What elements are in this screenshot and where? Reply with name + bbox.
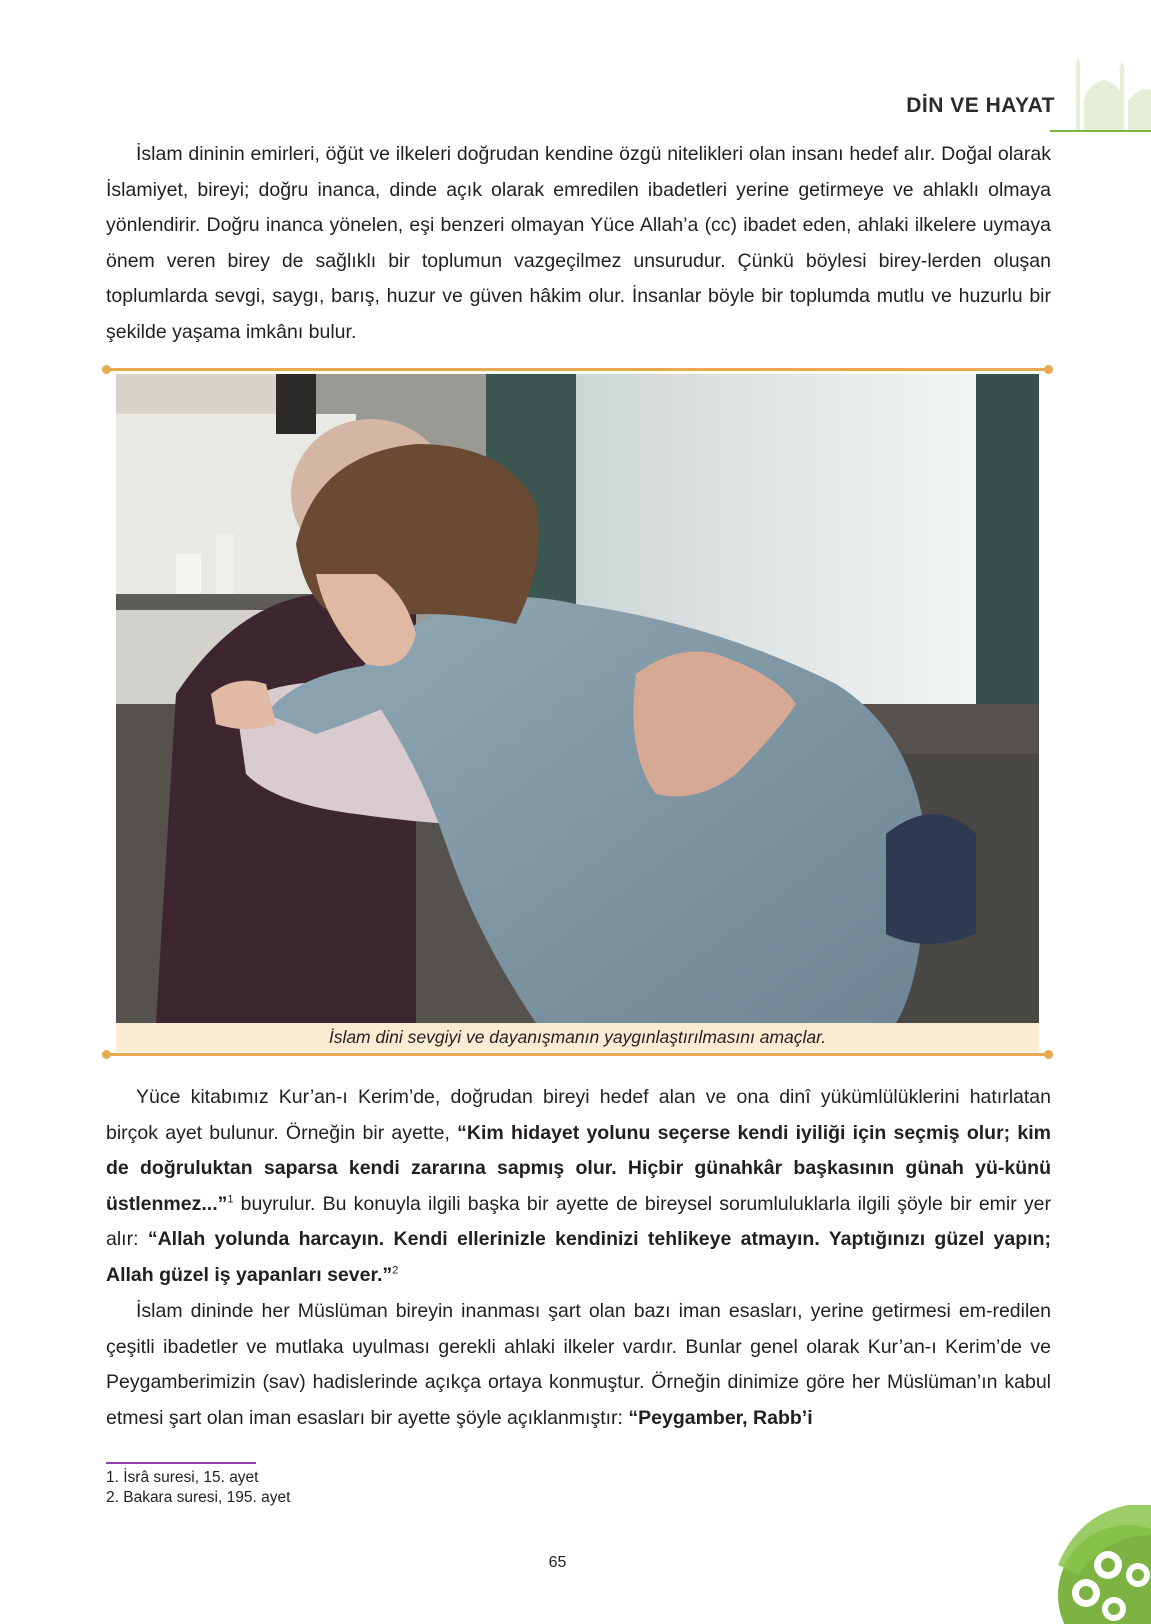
body-paragraph-3 xyxy=(106,1294,1051,1436)
page-number: 65 xyxy=(548,1554,567,1571)
paragraph-3-text: İslam dininde her Müslüman bireyin inanması şart olan bazı iman esasları, yerine getirmesi em-redilen çeşitli ibadetler ve mutlaka uyulması gerekli ahlaki ilkeler vardır. Bunlar genel olarak Kur’an-ı Kerim’de ve Peygamberimizin (sav) hadislerinde açıkça ortaya konmuştur. Örneğin dinimize göre her Müslüman’ın kabul etmesi şart olan iman esasları bir ayette şöyle açıklanmıştır: xyxy=(106,1300,1051,1429)
footnote-ref-1: 1 xyxy=(227,1193,234,1206)
frame-dot xyxy=(1044,365,1053,374)
footnote-2: 2. Bakara suresi, 195. ayet xyxy=(106,1489,291,1506)
footnote-1: 1. İsrâ suresi, 15. ayet xyxy=(106,1469,259,1486)
photo-hug-grandfather-boy xyxy=(116,374,1039,1023)
footnote-rule xyxy=(106,1462,256,1464)
flower-ornament-icon xyxy=(1038,1505,1151,1624)
footnote-ref-2: 2 xyxy=(392,1264,399,1277)
frame-dot xyxy=(102,1050,111,1059)
photo-illustration xyxy=(116,374,1039,1023)
verse-quote-2: “Allah yolunda harcayın. Kendi ellerinizle kendinizi tehlikeye atmayın. Yaptığınızı güzel yapın; Allah güzel iş yapanları sever.” xyxy=(106,1228,1051,1286)
body-paragraph-2 xyxy=(106,1080,1051,1294)
photo-figure xyxy=(106,368,1049,1058)
frame-top-line xyxy=(106,368,1049,371)
verse-quote-3: “Peygamber, Rabb’i xyxy=(628,1406,813,1429)
frame-bottom-line xyxy=(106,1053,1049,1056)
frame-dot xyxy=(102,365,111,374)
body-paragraph-1: İslam dininin emirleri, öğüt ve ilkeleri doğrudan kendine özgü nitelikleri olan insanı hedef alır. Doğal olarak İslamiyet, bireyi; doğru inanca, dinde açık olarak emredilen ibadetleri yerine getirmeye ve ahlaklı olmaya yönlendirir. Doğru inanca yönelen, eşi benzeri olmayan Yüce Allah’a (cc) ibadet eden, ahlaki ilkelere uymaya önem veren birey de sağlıklı bir toplumun vazgeçilmez unsurudur. Çünkü böylesi birey-lerden oluşan toplumlarda sevgi, saygı, barış, huzur ve güven hâkim olur. İnsanlar böyle bir toplumda mutlu ve huzurlu bir şekilde yaşama imkânı bulur. xyxy=(106,143,1051,343)
paragraph-2-middle: buyrulur. Bu konuyla ilgili başka bir ayette de bireysel sorumluluklarla ilgili şöyle bir emir yer alır: xyxy=(106,1192,1051,1251)
footnotes xyxy=(106,1468,290,1508)
header-title: DİN VE HAYAT xyxy=(906,94,1055,117)
verse-quote-1: “Kim hidayet yolunu seçerse kendi iyiliği için seçmiş olur; kim de doğruluktan saparsa kendi zararına sapmış olur. Hiçbir günahkâr başkasının günah yü-künü üstlenmez...” xyxy=(106,1121,1051,1215)
paragraph-2-intro: Yüce kitabımız Kur’an-ı Kerim’de, doğrudan bireyi hedef alan ve ona dinî yükümlülüklerini hatırlatan birçok ayet bulunur. Örneğin bir ayette, xyxy=(106,1086,1051,1144)
frame-dot xyxy=(1044,1050,1053,1059)
photo-caption: İslam dini sevgiyi ve dayanışmanın yaygınlaştırılmasını amaçlar. xyxy=(116,1023,1039,1052)
mosque-silhouette-icon xyxy=(1068,56,1151,132)
